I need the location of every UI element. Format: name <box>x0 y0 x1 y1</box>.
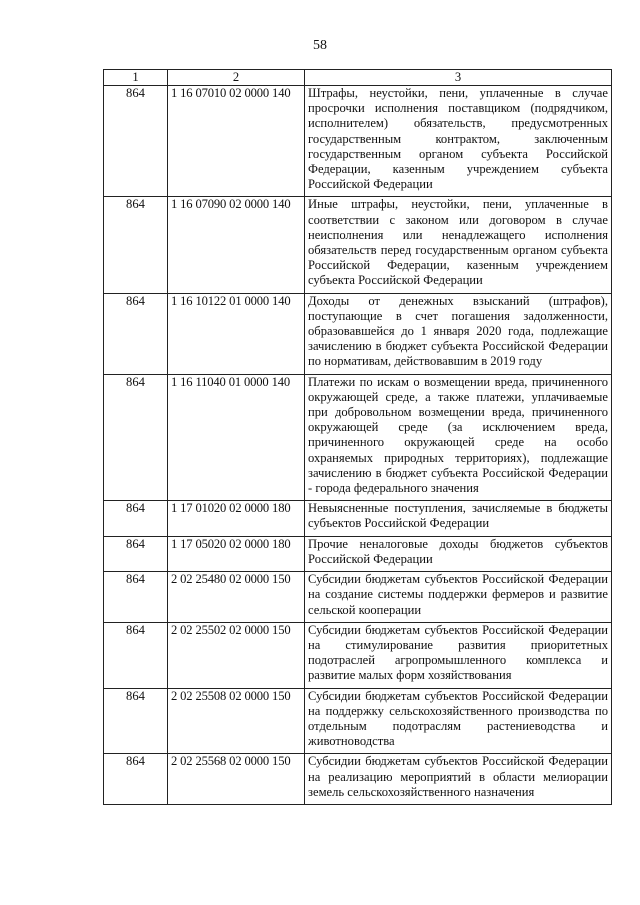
budget-code-cell: 1 16 10122 01 0000 140 <box>168 293 305 374</box>
admin-code-cell: 864 <box>104 754 168 805</box>
column-header-3: 3 <box>305 70 612 86</box>
income-codes-table <box>103 69 612 805</box>
table-header-row <box>104 70 612 86</box>
budget-code-cell: 1 16 07090 02 0000 140 <box>168 197 305 293</box>
income-description-cell: Платежи по искам о возмещении вреда, причиненного окружающей среде, а также платежи, уплачиваемые при добровольном возмещении вреда, причиненного окружающей среде (за исключением вреда, причиненного окружающей среде на особо охраняемых природных территориях), подлежащие зачислению в бюджет субъекта Российской Федерации - города федерального значения <box>305 374 612 501</box>
budget-code-cell: 2 02 25508 02 0000 150 <box>168 688 305 754</box>
income-description-cell: Доходы от денежных взысканий (штрафов), поступающие в счет погашения задолженности, образовавшейся до 1 января 2020 года, подлежащие зачислению в бюджет субъекта Российской Федерации по нормативам, действовавшим в 2019 году <box>305 293 612 374</box>
table-row <box>104 622 612 688</box>
page-number: 58 <box>313 38 327 53</box>
budget-code-cell: 2 02 25480 02 0000 150 <box>168 572 305 623</box>
admin-code-cell: 864 <box>104 501 168 536</box>
table-row <box>104 374 612 501</box>
admin-code-cell: 864 <box>104 536 168 571</box>
table-row <box>104 536 612 571</box>
admin-code-cell: 864 <box>104 572 168 623</box>
income-description-cell: Штрафы, неустойки, пени, уплаченные в случае просрочки исполнения поставщиком (подрядчиком, исполнителем) обязательств, предусмотренных государственным контрактом, заключенным государственным органом субъекта Российской Федерации, казенным учреждением субъекта Российской Федерации <box>305 86 612 197</box>
table-row <box>104 501 612 536</box>
column-header-1: 1 <box>104 70 168 86</box>
admin-code-cell: 864 <box>104 688 168 754</box>
budget-code-cell: 2 02 25568 02 0000 150 <box>168 754 305 805</box>
income-description-cell: Прочие неналоговые доходы бюджетов субъектов Российской Федерации <box>305 536 612 571</box>
column-header-2: 2 <box>168 70 305 86</box>
budget-code-cell: 2 02 25502 02 0000 150 <box>168 622 305 688</box>
admin-code-cell: 864 <box>104 197 168 293</box>
admin-code-cell: 864 <box>104 86 168 197</box>
income-description-cell: Субсидии бюджетам субъектов Российской Федерации на создание системы поддержки фермеров и развитие сельской кооперации <box>305 572 612 623</box>
table-row <box>104 754 612 805</box>
admin-code-cell: 864 <box>104 622 168 688</box>
table-row <box>104 572 612 623</box>
income-description-cell: Невыясненные поступления, зачисляемые в бюджеты субъектов Российской Федерации <box>305 501 612 536</box>
income-description-cell: Иные штрафы, неустойки, пени, уплаченные в соответствии с законом или договором в случае неисполнения или ненадлежащего исполнения обязательств перед государственным органом субъекта Российской Федерации, казенным учреждением субъекта Российской Федерации <box>305 197 612 293</box>
budget-code-cell: 1 16 11040 01 0000 140 <box>168 374 305 501</box>
budget-code-cell: 1 17 05020 02 0000 180 <box>168 536 305 571</box>
admin-code-cell: 864 <box>104 293 168 374</box>
table-row <box>104 86 612 197</box>
admin-code-cell: 864 <box>104 374 168 501</box>
income-description-cell: Субсидии бюджетам субъектов Российской Федерации на поддержку сельскохозяйственного производства по отдельным подотраслям растениеводства и животноводства <box>305 688 612 754</box>
table-row <box>104 688 612 754</box>
budget-code-cell: 1 16 07010 02 0000 140 <box>168 86 305 197</box>
income-description-cell: Субсидии бюджетам субъектов Российской Федерации на реализацию мероприятий в области мелиорации земель сельскохозяйственного назначения <box>305 754 612 805</box>
income-description-cell: Субсидии бюджетам субъектов Российской Федерации на стимулирование развития приоритетных подотраслей агропромышленного комплекса и развитие малых форм хозяйствования <box>305 622 612 688</box>
table-row <box>104 197 612 293</box>
table-row <box>104 293 612 374</box>
budget-code-cell: 1 17 01020 02 0000 180 <box>168 501 305 536</box>
